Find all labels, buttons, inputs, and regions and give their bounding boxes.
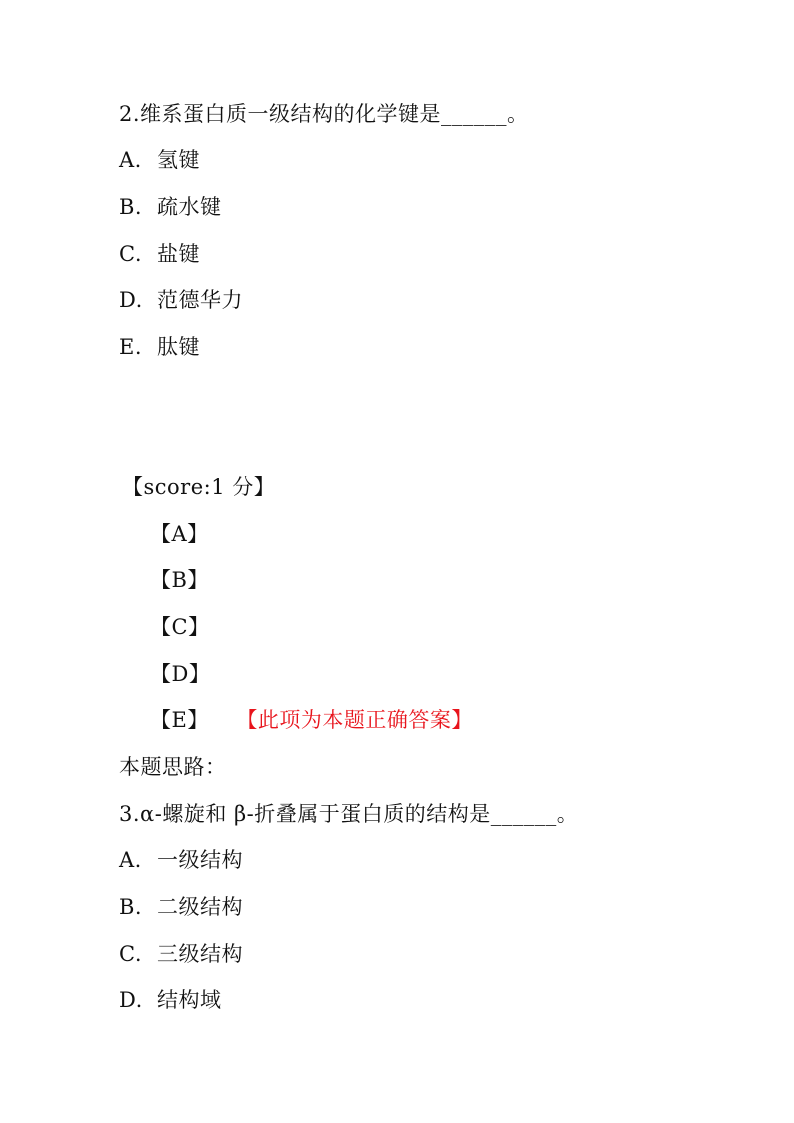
answer-label: 【D】 [150,662,211,686]
q3-option-d [119,986,222,1014]
option-text: 三级结构 [157,942,243,966]
option-letter: D. [119,988,143,1012]
score-label: 【score:1 分】 [122,475,276,499]
q3-option-c [119,940,243,968]
answer-c [150,613,210,641]
option-letter: D. [119,288,143,312]
question-3-stem: 3.α-螺旋和 β-折叠属于蛋白质的结构是______。 [119,802,579,826]
q2-option-e [119,333,200,361]
option-text: 盐键 [157,242,200,266]
option-letter: B. [119,895,143,919]
answer-a [150,520,209,548]
option-text: 肽键 [157,335,200,359]
option-text: 氢键 [157,148,200,172]
explanation-label: 本题思路： [119,755,227,779]
option-text: 二级结构 [157,895,243,919]
option-letter: A. [119,148,142,172]
question-2-stem: 2.维系蛋白质一级结构的化学键是______。 [119,102,529,126]
q2-option-c [119,240,200,268]
answer-label: 【C】 [150,615,210,639]
option-letter: B. [119,195,143,219]
q3-option-b [119,893,243,921]
answer-e [150,706,473,734]
answer-b [150,566,209,594]
option-text: 范德华力 [157,288,243,312]
option-text: 结构域 [157,988,222,1012]
q2-option-b [119,193,222,221]
option-letter: A. [119,848,142,872]
answer-label: 【E】 [150,708,209,732]
option-letter: C. [119,242,142,266]
option-text: 疏水键 [157,195,222,219]
answer-label: 【B】 [150,568,209,592]
answer-label: 【A】 [150,522,209,546]
q2-option-d [119,286,243,314]
correct-answer-note: 【此项为本题正确答案】 [246,708,473,732]
q3-option-a [119,846,243,874]
answer-d [150,660,210,688]
option-text: 一级结构 [157,848,243,872]
option-letter: C. [119,942,142,966]
q2-option-a [119,146,200,174]
option-letter: E. [119,335,143,359]
